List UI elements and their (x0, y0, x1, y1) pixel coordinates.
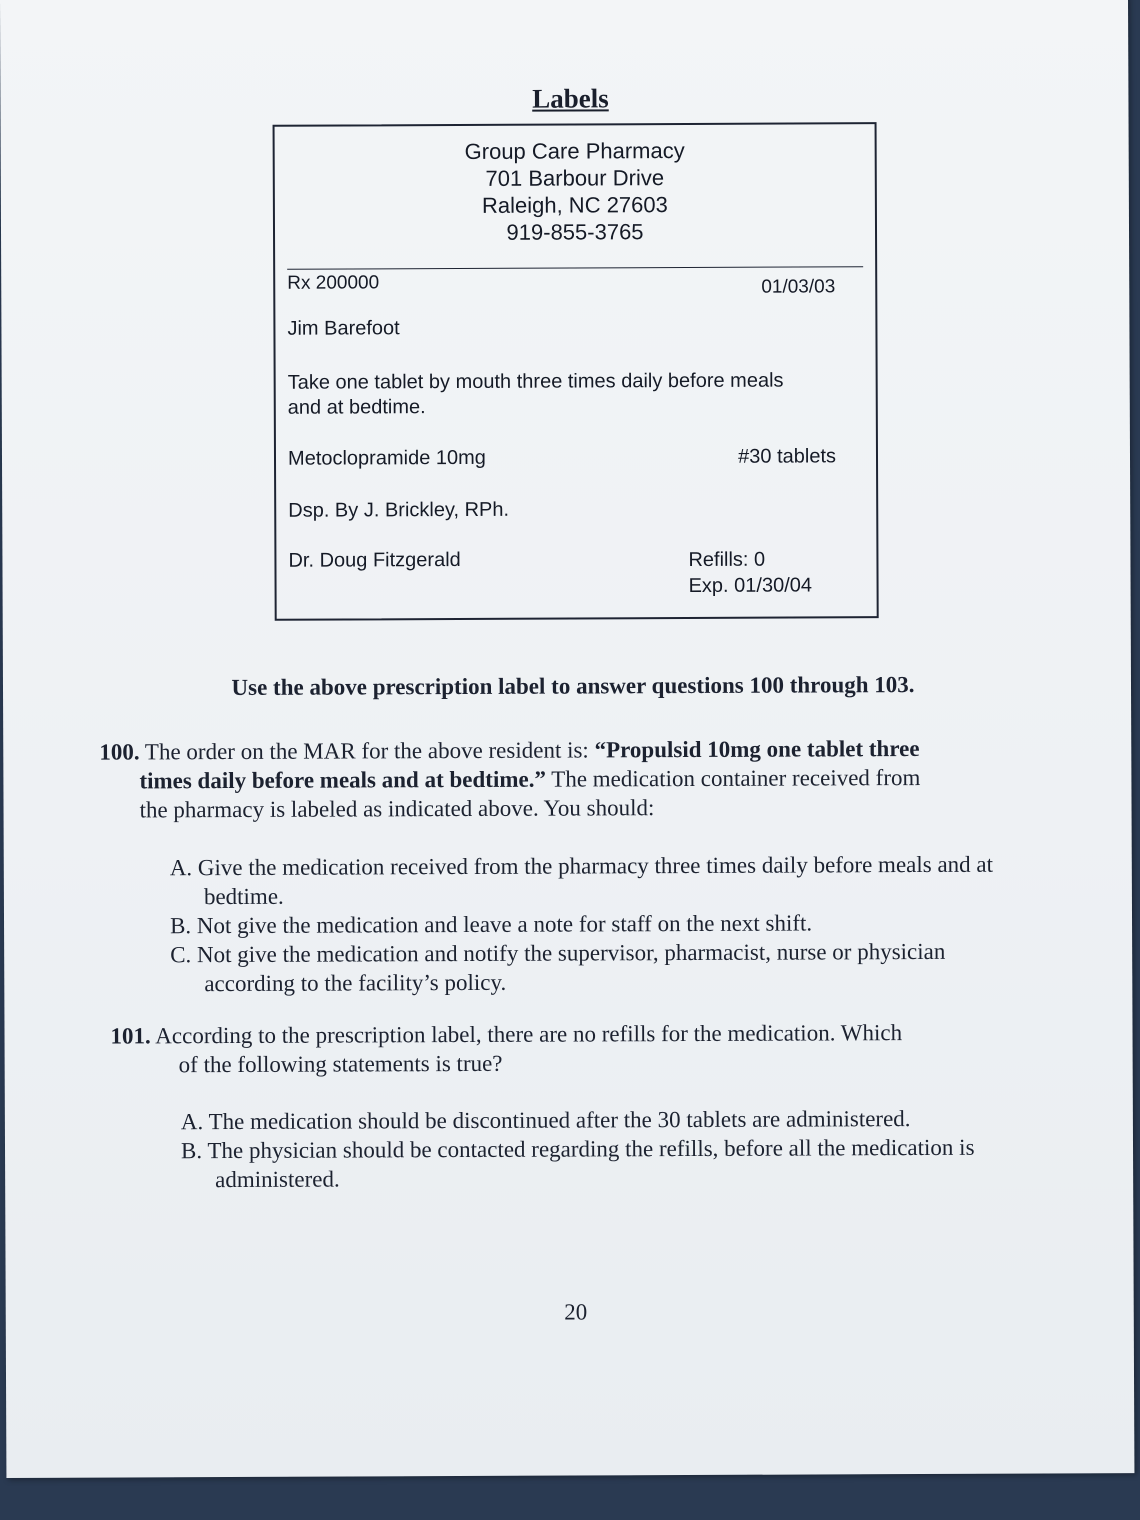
dispensed-by: Dsp. By J. Brickley, RPh. (288, 498, 510, 522)
drug-name: Metoclopramide 10mg (287, 446, 486, 470)
rx-row (287, 268, 836, 298)
drug-row (288, 444, 836, 471)
question-100-line-3: the pharmacy is labeled as indicated above. You should: (139, 795, 655, 823)
directions-line-2: and at bedtime. (287, 396, 426, 419)
pharmacy-header (275, 136, 875, 247)
pharmacy-address: 701 Barbour Drive (485, 165, 665, 191)
question-100-line-2 (99, 762, 1039, 795)
question-text: The order on the MAR for the above resident is: (144, 737, 595, 765)
option-c: C. Not give the medication and notify the supervisor, pharmacist, nurse or physician according to the facility’s policy. (170, 938, 946, 997)
question-text-2: The medication container received from (545, 764, 921, 792)
rx-date: 01/03/03 (761, 276, 836, 298)
question-number: 100. (99, 739, 140, 765)
question-101-options (181, 1103, 1041, 1194)
option-b: B. The physician should be contacted regarding the refills, before all the medication is administered. (180, 1134, 975, 1193)
page-heading: Labels (532, 83, 609, 114)
expiration-date: Exp. 01/30/04 (688, 574, 813, 598)
pharmacy-name: Group Care Pharmacy (464, 138, 685, 164)
question-100 (99, 733, 1039, 824)
directions-line-1: Take one tablet by mouth three times daily before meals (287, 369, 784, 394)
pharmacy-phone: 919-855-3765 (506, 219, 644, 245)
prescriber-name: Dr. Doug Fitzgerald (288, 548, 461, 572)
drug-quantity: #30 tablets (738, 445, 837, 468)
question-emphasis-2: times daily before meals and at bedtime.” (139, 766, 546, 794)
patient-name: Jim Barefoot (287, 317, 400, 340)
instructions: Use the above prescription label to answer questions 100 through 103. (231, 672, 915, 700)
prescription-label (273, 122, 879, 621)
prescriber-row (288, 546, 836, 598)
question-text: According to the prescription label, there are no refills for the medication. Which (155, 1020, 903, 1049)
question-101-line-1 (110, 1017, 1040, 1050)
question-101 (110, 1017, 1040, 1079)
refills: Refills: 0 (688, 548, 766, 572)
pharmacy-city: Raleigh, NC 27603 (481, 192, 668, 218)
option-b: B. Not give the medication and leave a note for staff on the next shift. (169, 910, 813, 939)
option-a: A. The medication should be discontinued after the 30 tablets are administered. (180, 1106, 911, 1135)
page-number: 20 (564, 1299, 588, 1325)
question-100-options (170, 849, 1041, 998)
refill-info (688, 546, 812, 599)
question-101-line-2: of the following statements is true? (178, 1050, 503, 1078)
question-number: 101. (110, 1023, 151, 1049)
option-a: A. Give the medication received from the pharmacy three times daily before meals and at bedtime. (169, 851, 994, 910)
rx-number: Rx 200000 (287, 272, 380, 294)
directions (288, 368, 846, 420)
question-100-line-1 (99, 733, 1039, 766)
question-emphasis: “Propulsid 10mg one tablet three (594, 735, 920, 763)
